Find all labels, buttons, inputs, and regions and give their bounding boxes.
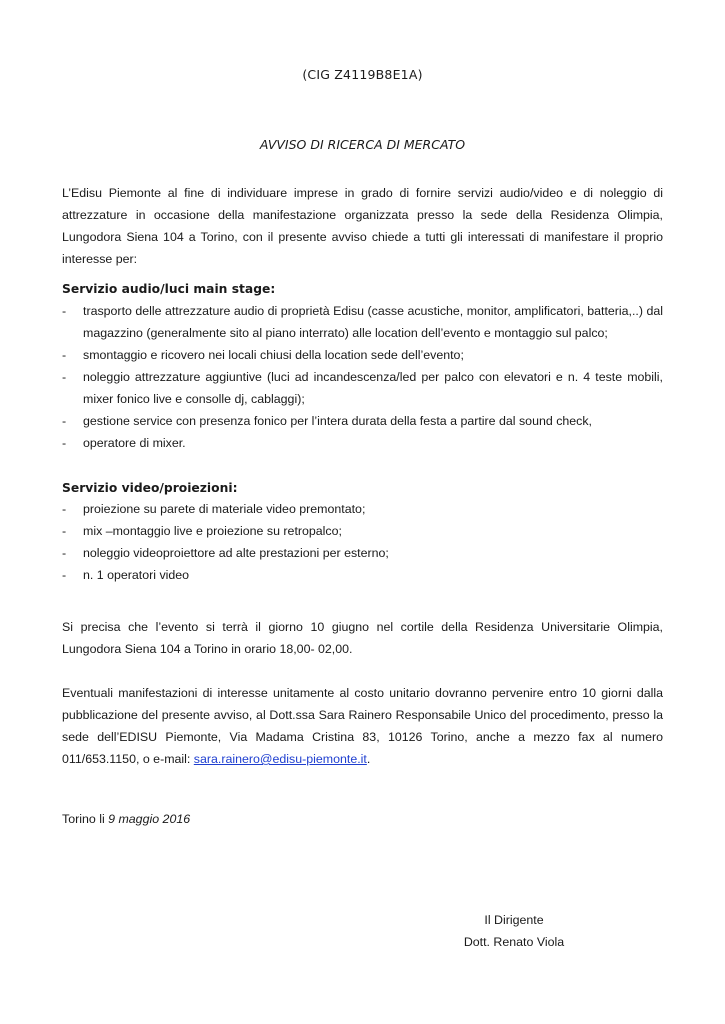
date-value: 9 maggio 2016: [108, 812, 191, 826]
signature-block: [459, 909, 569, 953]
list-item: - noleggio attrezzature aggiuntive (luci ad incandescenza/led per palco con elevatori e n. 4 teste mobili, mixer fonico live e consolle dj, cablaggi);: [62, 366, 663, 410]
bullet-dash: -: [62, 436, 67, 450]
signature-name: Dott. Renato Viola: [463, 935, 565, 949]
bullet-dash: -: [62, 304, 67, 318]
bullet-dash: -: [62, 568, 67, 582]
video-services-list: [62, 498, 663, 586]
email-link[interactable]: sara.rainero@edisu-piemonte.it: [193, 752, 367, 766]
bullet-dash: -: [62, 370, 67, 384]
bullet-dash: -: [62, 546, 67, 560]
bullet-dash: -: [62, 502, 67, 516]
date-line: Torino li 9 maggio 2016: [62, 812, 191, 826]
list-item: - mix –montaggio live e proiezione su retropalco;: [62, 520, 663, 542]
bullet-dash: -: [62, 414, 67, 428]
list-item: - smontaggio e ricovero nei locali chiusi della location sede dell’evento;: [62, 344, 663, 366]
video-section-heading: Servizio video/proiezioni:: [62, 481, 238, 495]
audio-services-list: [62, 300, 663, 454]
list-item: - n. 1 operatori video: [62, 564, 663, 586]
list-item: - trasporto delle attrezzature audio di proprietà Edisu (casse acustiche, monitor, amplificatori, batteria,..) dal magazzino (generalmente sito al piano interrato) alle location dell’evento e montaggio sul palco;: [62, 300, 663, 344]
signature-role: Il Dirigente: [484, 913, 544, 927]
submission-paragraph: Eventuali manifestazioni di interesse unitamente al costo unitario dovranno pervenire entro 10 giorni dalla pubblicazione del presente avviso, al Dott.ssa Sara Rainero Responsabile Unico del procedimento, presso la sede dell’EDISU Piemonte, Via Madama Cristina 83, 10126 Torino, anche a mezzo fax al numero 011/653.1150, o e-mail: sara.rainero@edisu-piemonte.it.: [62, 686, 663, 766]
list-item: - gestione service con presenza fonico per l’intera durata della festa a partire dal sound check,: [62, 410, 663, 432]
list-item: - operatore di mixer.: [62, 432, 663, 454]
bullet-dash: -: [62, 524, 67, 538]
audio-section-heading: Servizio audio/luci main stage:: [62, 282, 276, 296]
list-item: - noleggio videoproiettore ad alte prestazioni per esterno;: [62, 542, 663, 564]
event-info-paragraph: Si precisa che l’evento si terrà il giorno 10 giugno nel cortile della Residenza Universitarie Olimpia, Lungodora Siena 104 a Torino in orario 18,00- 02,00.: [62, 620, 663, 656]
cig-code: (CIG Z4119B8E1A): [302, 67, 423, 82]
document-title: AVVISO DI RICERCA DI MERCATO: [259, 137, 466, 152]
intro-paragraph: L’Edisu Piemonte al fine di individuare imprese in grado di fornire servizi audio/video e di noleggio di attrezzature in occasione della manifestazione organizzata presso la sede della Residenza Olimpia, Lungodora Siena 104 a Torino, con il presente avviso chiede a tutti gli interessati di manifestare il proprio interesse per:: [62, 186, 663, 266]
bullet-dash: -: [62, 348, 67, 362]
list-item: - proiezione su parete di materiale video premontato;: [62, 498, 663, 520]
